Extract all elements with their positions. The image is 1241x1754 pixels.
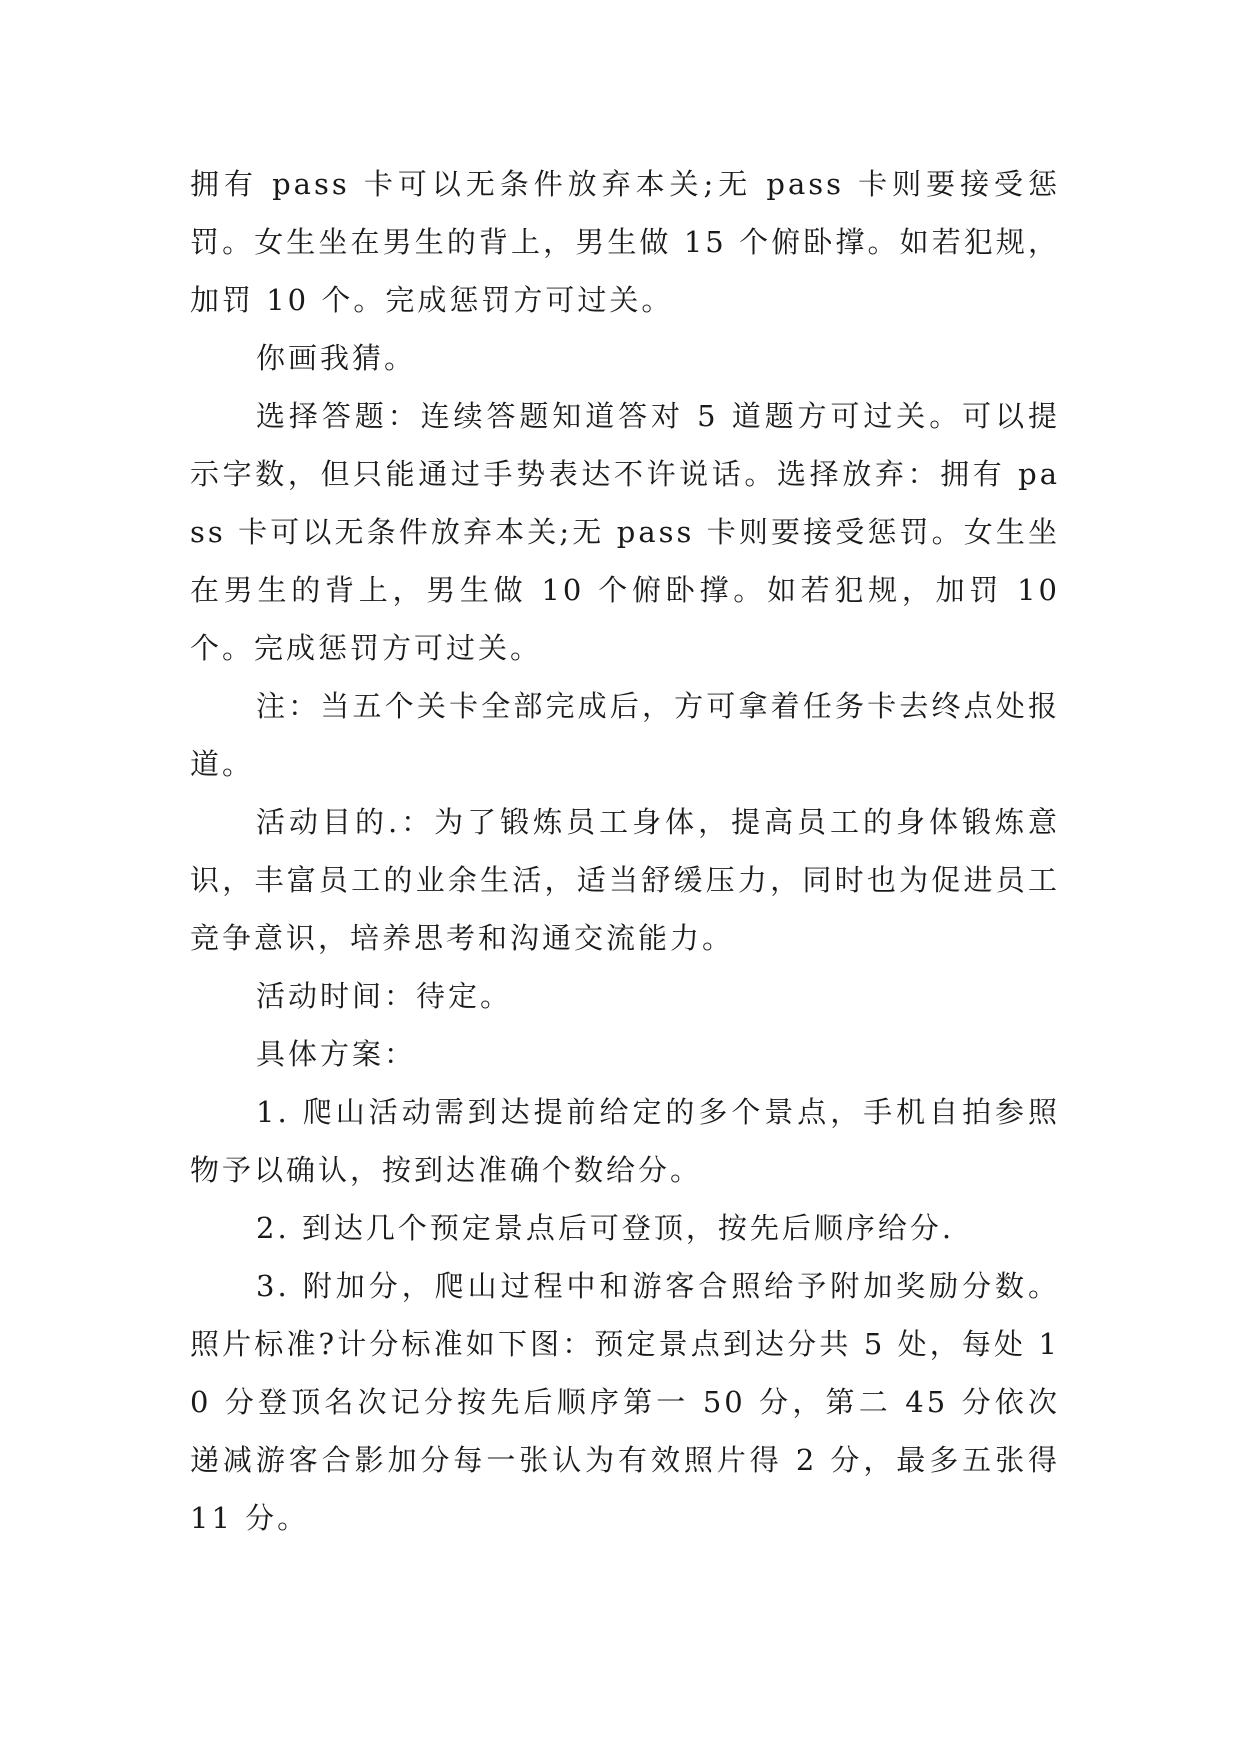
paragraph-activity-time: 活动时间：待定。: [256, 979, 513, 1013]
paragraph-plan-heading: 具体方案：: [256, 1037, 417, 1071]
paragraph-plan-item-2: 2. 到达几个预定景点后可登顶，按先后顺序给分.: [256, 1211, 955, 1245]
paragraph-answer-questions: 选择答题：连续答题知道答对 5 道题方可过关。可以提示字数，但只能通过手势表达不许说话。选择放弃：拥有 pass 卡可以无条件放弃本关;无 pass 卡则要接受惩罚。女生坐在男生的背上，男生做 10 个俯卧撑。如若犯规，加罚 10 个。完成惩罚方可过关。: [190, 399, 1060, 665]
paragraph-note: 注：当五个关卡全部完成后，方可拿着任务卡去终点处报道。: [190, 689, 1060, 781]
paragraph-plan-item-1: 1. 爬山活动需到达提前给定的多个景点，手机自拍参照物予以确认，按到达准确个数给分。: [190, 1095, 1060, 1187]
document-body: [190, 155, 1060, 1547]
paragraph-activity-purpose: 活动目的.：为了锻炼员工身体，提高员工的身体锻炼意识，丰富员工的业余生活，适当舒缓压力，同时也为促进员工竞争意识，培养思考和沟通交流能力。: [190, 805, 1060, 955]
paragraph-draw-guess: 你画我猜。: [256, 341, 417, 375]
paragraph-penalty-rules: 拥有 pass 卡可以无条件放弃本关;无 pass 卡则要接受惩罚。女生坐在男生的背上，男生做 15 个俯卧撑。如若犯规，加罚 10 个。完成惩罚方可过关。: [190, 167, 1060, 317]
paragraph-plan-item-3: 3. 附加分，爬山过程中和游客合照给予附加奖励分数。照片标准?计分标准如下图：预定景点到达分共 5 处，每处 10 分登顶名次记分按先后顺序第一 50 分，第二 45 分依次递减游客合影加分每一张认为有效照片得 2 分，最多五张得 11 分。: [190, 1269, 1060, 1535]
